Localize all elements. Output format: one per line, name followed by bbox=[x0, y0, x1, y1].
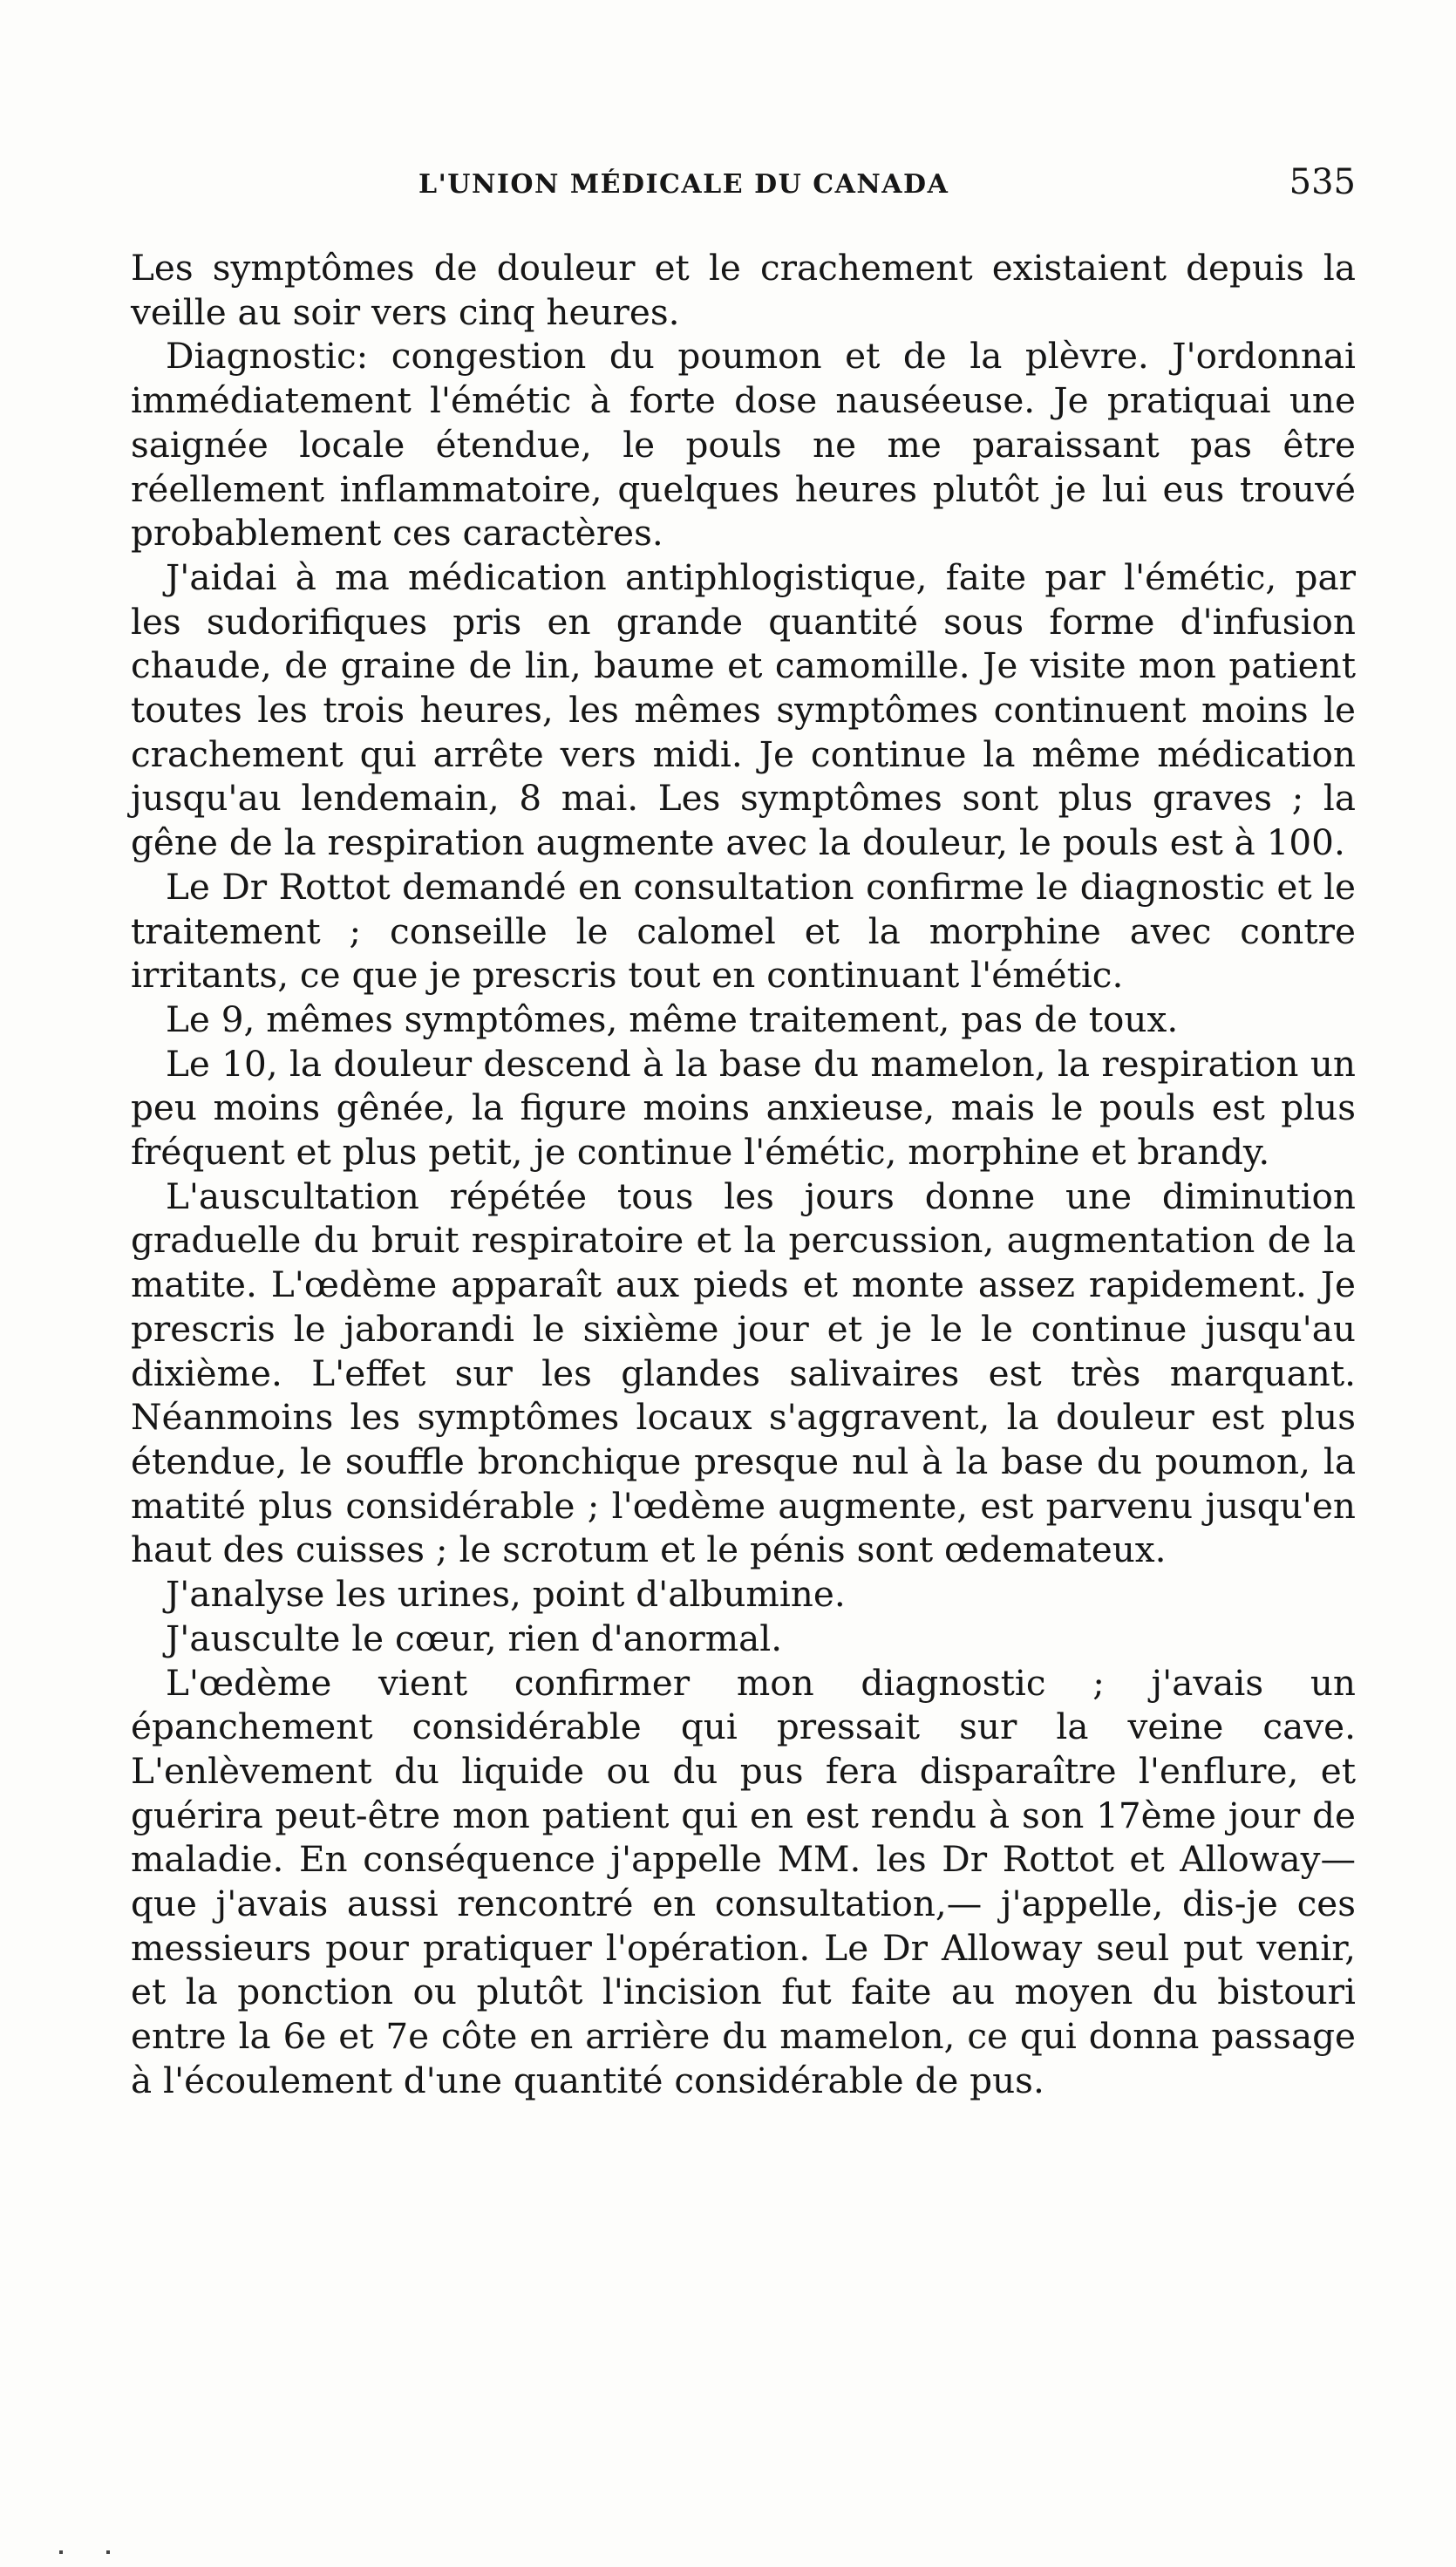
running-title: L'UNION MÉDICALE DU CANADA bbox=[418, 169, 949, 200]
paragraph-symptoms-onset: Les symptômes de douleur et le crachement existaient depuis la veille au soir vers cinq heures. bbox=[131, 247, 1356, 333]
page-header bbox=[135, 162, 1356, 214]
paragraph-medication: J'aidai à ma médication antiphlogistique, faite par l'émétic, par les sudorifiques pris en grande quantité sous forme d'infusion chaude, de graine de lin, baume et camomille. Je visite mon patient toutes les trois heures, les mêmes symptômes continuent moins le crachement qui arrête vers midi. Je continue la même médication jusqu'au lendemain, 8 mai. Les symptômes sont plus graves ; la gêne de la respiration augmente avec la douleur, le pouls est à 100. bbox=[131, 555, 1356, 864]
scan-speck bbox=[59, 2550, 63, 2554]
paragraph-day-10: Le 10, la douleur descend à la base du mamelon, la respiration un peu moins gênée, la figure moins anxieuse, mais le pouls est plus fréquent et plus petit, je continue l'émétic, morphine et brandy. bbox=[131, 1042, 1356, 1174]
paragraph-auscultation: L'auscultation répétée tous les jours donne une diminution graduelle du bruit respiratoire et la percussion, augmentation de la matite. L'œdème apparaît aux pieds et monte assez rapidement. Je prescris le jaborandi le sixième jour et je le le continue jusqu'au dixième. L'effet sur les glandes salivaires est très marquant. Néanmoins les symptômes locaux s'aggravent, la douleur est plus étendue, le souffle bronchique presque nul à la base du poumon, la matité plus considérable ; l'œdème augmente, est parvenu jusqu'en haut des cuisses ; le scrotum et le pénis sont œdemateux. bbox=[131, 1175, 1356, 1571]
paragraph-operation: L'œdème vient confirmer mon diagnostic ; j'avais un épanchement considérable qui pressait sur la veine cave. L'enlèvement du liquide ou du pus fera disparaître l'enflure, et guérira peut-être mon patient qui en est rendu à son 17ème jour de maladie. En conséquence j'appelle MM. les Dr Rottot et Alloway—que j'avais aussi rencontré en consultation,— j'appelle, dis-je ces messieurs pour pratiquer l'opération. Le Dr Alloway seul put venir, et la ponction ou plutôt l'incision fut faite au moyen du bistouri entre la 6e et 7e côte en arrière du mamelon, ce qui donna passage à l'écoulement d'une quantité considérable de pus. bbox=[131, 1661, 1356, 2101]
scan-speck bbox=[106, 2550, 110, 2554]
paragraph-consultation: Le Dr Rottot demandé en consultation confirme le diagnostic et le traitement ; conseille le calomel et la morphine avec contre irritants, ce que je prescris tout en continuant l'émétic. bbox=[131, 865, 1356, 997]
paragraph-day-9: Le 9, mêmes symptômes, même traitement, pas de toux. bbox=[166, 998, 1179, 1040]
body-text bbox=[131, 246, 1356, 2103]
paragraph-heart-auscultation: J'ausculte le cœur, rien d'anormal. bbox=[166, 1617, 783, 1659]
paragraph-diagnosis: Diagnostic: congestion du poumon et de la plèvre. J'ordonnai immédiatement l'émétic à forte dose nauséeuse. Je pratiquai une saignée locale étendue, le pouls ne me paraissant pas être réellement inflammatoire, quelques heures plutôt je lui eus trouvé probablement ces caractères. bbox=[131, 335, 1356, 555]
page-number: 535 bbox=[1289, 162, 1356, 202]
paragraph-urine-analysis: J'analyse les urines, point d'albumine. bbox=[166, 1573, 846, 1616]
